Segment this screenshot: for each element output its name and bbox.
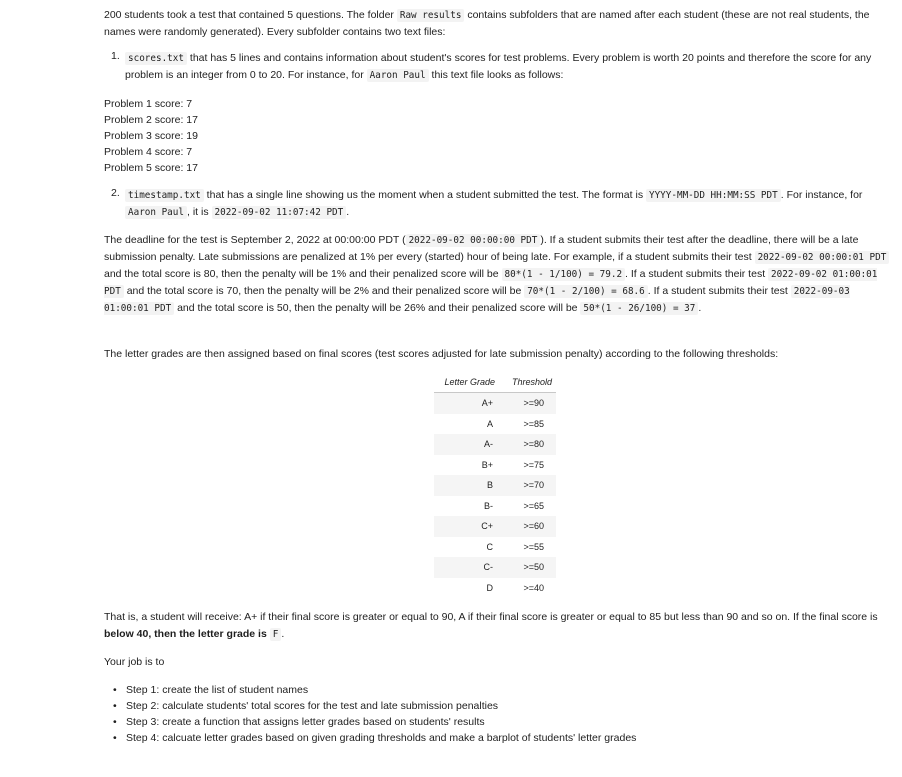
score-line: Problem 1 score: 7	[104, 98, 193, 110]
timestamp-example-code: 2022-09-02 11:07:42 PDT	[212, 206, 347, 219]
grade-cell: A-	[434, 434, 499, 455]
grade-thresholds-table	[434, 372, 556, 598]
intro-paragraph: 200 students took a test that contained 5 questions. The folder Raw results contains subfolders that are named after each student (these are not real students, the names were randomly generated). Every subfolder contains two text files:	[104, 9, 870, 38]
threshold-cell: >=85	[523, 418, 544, 429]
scores-filename-code: scores.txt	[125, 52, 187, 65]
table-row	[434, 475, 556, 496]
bullet-icon: •	[113, 684, 117, 696]
threshold-cell: >=75	[523, 459, 544, 470]
threshold-cell: >=80	[499, 434, 556, 455]
grade-explanation-paragraph: That is, a student will receive: A+ if their final score is greater or equal to 90, A if their final score is greater or equal to 85 but less than 90 and so on. If the final score is below 40, then the letter grade is F .	[104, 611, 878, 640]
table-row	[434, 434, 556, 455]
format-code: YYYY-MM-DD HH:MM:SS PDT	[646, 189, 781, 202]
grade-cell: D	[486, 582, 493, 593]
list-item: • Step 2: calculate students' total scores for the test and late submission penalties	[113, 700, 499, 712]
list-item-timestamp-file: 2. timestamp.txt that has a single line showing us the moment when a student submitted the test. The format is YYYY-MM-DD HH:MM:SS PDT . For instance, for Aaron Paul , it is 2022-09-02 11:07:42 PDT .	[111, 187, 863, 218]
table-row	[434, 393, 556, 414]
deadline-code: 2022-09-02 00:00:00 PDT	[406, 234, 541, 247]
column-header: Letter Grade	[434, 372, 499, 393]
example-timestamp-code: 2022-09-02 01:00:01 PDT	[104, 269, 878, 297]
thresholds-intro: The letter grades are then assigned based on final scores (test scores adjusted for late submission penalty) according to the following thresholds:	[104, 348, 779, 360]
list-item-scores-file: 1. scores.txt that has 5 lines and contains information about student's scores for test problems. Every problem is worth 20 points and therefore the score for any problem is an integer from 0 to 20. For instance, for Aaron Paul this text file looks as follows:	[111, 50, 872, 81]
timestamp-filename-code: timestamp.txt	[125, 189, 204, 202]
threshold-cell: >=50	[499, 557, 556, 578]
grade-cell: C+	[434, 516, 499, 537]
folder-name-code: Raw results	[397, 9, 465, 22]
student-name-code: Aaron Paul	[125, 206, 187, 219]
example-timestamp-code: 2022-09-02 00:00:01 PDT	[755, 251, 890, 264]
table-row	[434, 455, 556, 476]
column-header: Threshold	[499, 372, 556, 393]
table-row	[434, 516, 556, 537]
grade-cell: B+	[481, 459, 493, 470]
threshold-cell: >=70	[499, 475, 556, 496]
list-number: 2.	[111, 187, 120, 199]
score-line: Problem 5 score: 17	[104, 162, 198, 174]
threshold-cell: >=65	[523, 500, 544, 511]
threshold-cell: >=90	[499, 393, 556, 414]
fail-grade-code: F	[270, 628, 282, 641]
scores-example	[104, 96, 198, 176]
grade-cell: C	[486, 541, 493, 552]
table-row	[434, 557, 556, 578]
task-intro: Your job is to	[104, 656, 165, 668]
table-row	[434, 414, 556, 435]
table-header-row	[434, 372, 556, 393]
list-item: • Step 1: create the list of student names	[113, 684, 309, 696]
threshold-cell: >=60	[499, 516, 556, 537]
bullet-icon: •	[113, 716, 117, 728]
grade-cell: A+	[434, 393, 499, 414]
grade-cell: B	[434, 475, 499, 496]
list-number: 1.	[111, 50, 120, 62]
score-line: Problem 4 score: 7	[104, 146, 193, 158]
example-timestamp-code: 2022-09-03 01:00:01 PDT	[104, 286, 850, 314]
bullet-icon: •	[113, 700, 117, 712]
list-item: • Step 4: calcuate letter grades based on given grading thresholds and make a barplot of students' letter grades	[113, 732, 637, 744]
deadline-paragraph: The deadline for the test is September 2, 2022 at 00:00:00 PDT ( 2022-09-02 00:00:00 PDT ). If a student submits their test after the deadline, there will be a late submission penalty. Late submissions are penalized at 1% per every (started) hour of being late. For example, if a student submits their test 2022-09-02 00:00:01 PDT and the total score is 80, then the penalty will be 1% and their penalized score will be 80*(1 - 1/100) = 79.2 . If a student submits their test 2022-09-02 01:00:01 PDT and the total score is 70, then the penalty will be 2% and their penalized score will be 70*(1 - 2/100) = 68.6 . If a student submits their test 2022-09-03 01:00:01 PDT and the total score is 50, then the penalty will be 26% and their penalized score will be 50*(1 - 26/100) = 37 .	[104, 232, 890, 317]
score-line: Problem 3 score: 19	[104, 130, 198, 142]
steps-list	[104, 682, 636, 746]
threshold-cell: >=40	[523, 582, 544, 593]
student-name-code: Aaron Paul	[367, 69, 429, 82]
grade-cell: C-	[434, 557, 499, 578]
table-row	[434, 537, 556, 558]
threshold-cell: >=55	[523, 541, 544, 552]
list-item: • Step 3: create a function that assigns letter grades based on students' results	[113, 716, 485, 728]
grade-cell: B-	[484, 500, 493, 511]
bullet-icon: •	[113, 732, 117, 744]
formula-code: 80*(1 - 1/100) = 79.2	[502, 268, 626, 281]
formula-code: 70*(1 - 2/100) = 68.6	[524, 285, 648, 298]
grade-cell: A	[486, 418, 493, 429]
table-row	[434, 578, 556, 599]
table-row	[434, 496, 556, 517]
formula-code: 50*(1 - 26/100) = 37	[580, 302, 698, 315]
score-line: Problem 2 score: 17	[104, 114, 198, 126]
